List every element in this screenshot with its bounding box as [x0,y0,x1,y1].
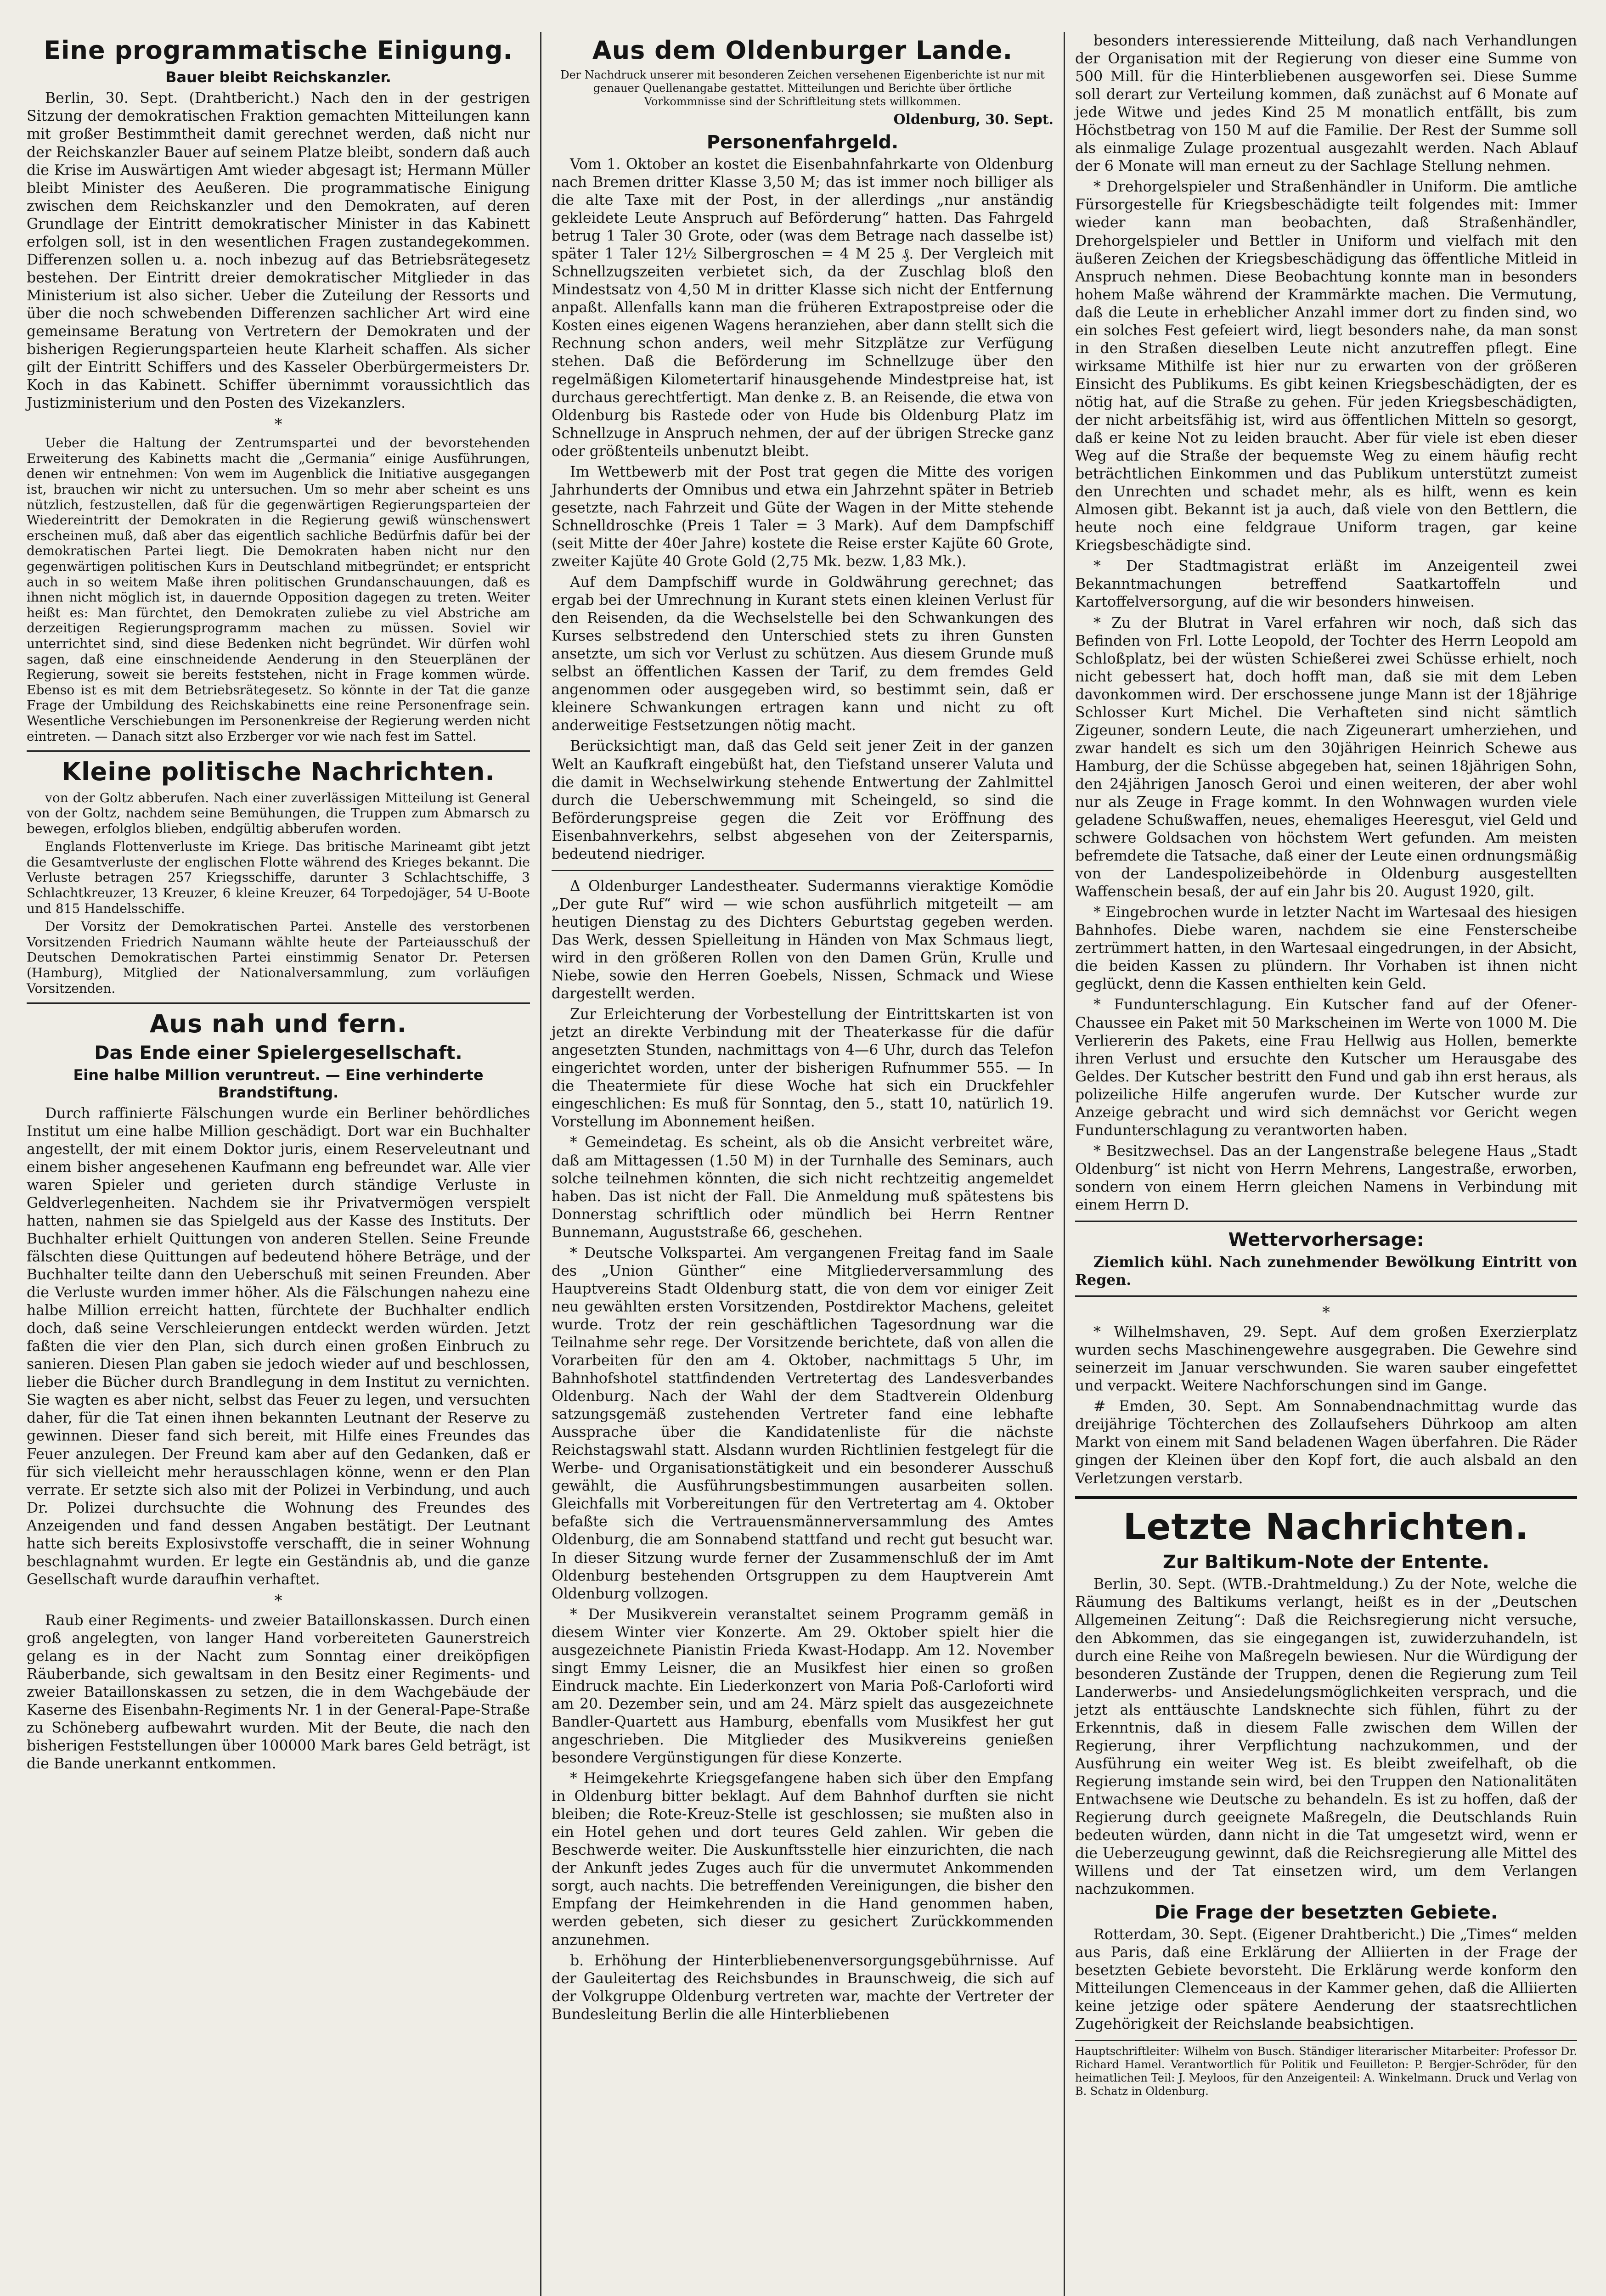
subhead-besetzte-gebiete: Die Frage der besetzten Gebiete. [1154,1902,1498,1924]
article-hinterbliebene: b. Erhöhung der Hinterbliebenenversorgungsgebührnisse. Auf der Gauleitertag des Reichsbundes in Braunschweig, die sich auf der Volkgruppe Oldenburg vertreten war, machte der Vertreter der Bundesleitung Berlin die alle Hinterbliebenen [552,1952,1054,2023]
article-fahrgeld-4: Berücksichtigt man, daß das Geld seit jener Zeit in der ganzen Welt an Kaufkraft eingebüßt hat, den Tiefstand unserer Valuta und die damit in Wechselwirkung stehende Entwertung der Zahlmittel durch die Ueberschwemmung mit Scheingeld, so sind die Beförderungspreise gegen die Zeit vor Eröffnung des Eisenbahnverkehrs, selbst abgesehen von der Zeitersparnis, bedeutend niedriger. [552,738,1054,862]
article-raub: Raub einer Regiments- und zweier Bataillonskassen. Durch einen groß angelegten, von langer Hand vorbereiteten Gaunerstreich gelang es in der Nacht zum Sonntag einer dreiköpfigen Räuberbande, sich gewaltsam in den Besitz einer Regiments- und zweier Bataillonskassen zu setzen, die in dem Wachgebäude der Kaserne des Eisenbahn-Regiments Nr. 1 in der General-Pape-Straße zu Schöneberg aufbewahrt wurden. Mit der Beute, die nach den bisherigen Feststellungen über 100000 Mark bares Geld beträgt, ist die Bande unerkannt entkommen. [27,1612,530,1773]
article-drehorgelspieler: * Drehorgelspieler und Straßenhändler in Uniform. Die amtliche Fürsorgestelle für Kriegsbeschädigte teilt folgendes mit: Immer wieder kann man beobachten, daß Straßenhändler, Drehorgelspieler und Bettler in Uniform und vielfach mit den äußeren Zeichen der Kriegsbeschädigung das öffentliche Mitleid in Anspruch nehmen. Diese Beobachtung konnte man in besonders hohem Maße während der Krammärkte machen. Die Vermutung, daß die Leute in erheblicher Anzahl immer dort zu finden sind, wo ein solches Fest gefeiert wird, liegt besonders nahe, da man sonst in den Straßen dieselben Leute nicht anzutreffen pflegt. Eine wirksame Mithilfe ist hier nur zu erwarten von der größeren Einsicht des Publikums. Es gibt keinen Kriegsbeschädigten, der es nötig hat, auf die Straße zu gehen. Für jeden Kriegsbeschädigten, der nicht arbeitsfähig ist, wird aus öffentlichen Mitteln so gesorgt, daß er keine Not zu leiden braucht. Aber für viele ist eben dieser Weg auf die Straße der bequemste Weg zu einem häufig recht beträchtlichen Einkommen und das Publikum unterstützt zumeist den Unrechten und schadet mehr, als es hilft, wenn es kein Almosen gibt. Bekannt ist ja auch, daß viele von den Bettlern, die heute noch eine feldgraue Uniform tragen, gar keine Kriegsbeschädigte sind. [1075,179,1577,554]
article-eintrittskarten: Zur Erleichterung der Vorbestellung der Eintrittskarten ist von jetzt an direkte Verbindung mit der Theaterkasse für die dafür angesetzten Stunden, nachmittags von 4—6 Uhr, durch das Telefon eingerichtet worden, unter der bisherigen Rufnummer 555. — In die Theatermiete für diese Woche hat sich ein Druckfehler eingeschlichen: Es muß für Sonntag, den 5., statt 10, natürlich 19. Vorstellung im Abonnement heißen. [552,1006,1054,1131]
headline-kleine-nachrichten: Kleine politische Nachrichten. [62,757,495,787]
column-middle [540,32,1064,2296]
divider [27,1002,530,1004]
subhead-million: Eine halbe Million veruntreut. — Eine verhinderte Brandstiftung. [73,1066,484,1101]
imprint-box [1075,2040,1577,2098]
reprint-note: Der Nachdruck unserer mit besonderen Zeichen versehenen Eigenberichte ist nur mit genauer Quellenangabe gestattet. Mitteilungen und Berichte über örtliche Vorkommnisse sind der Schriftleitung stets willkommen. [560,68,1045,108]
subhead-bauer: Bauer bleibt Reichskanzler. [165,68,391,86]
subhead-spielergesellschaft: Das Ende einer Spielergesellschaft. [94,1042,462,1064]
subhead-personenfahrgeld: Personenfahrgeld. [706,131,899,153]
article-einbruch: * Eingebrochen wurde in letzter Nacht im Wartesaal des hiesigen Bahnhofes. Diebe waren, nachdem sie eine Fensterscheibe zertrümmert hatten, in den Wartesaal eingedrungen, in der Absicht, die beiden Kassen zu plündern. Ihr Vorhaben ist ihnen nicht geglückt, denn die Kassen enthielten kein Geld. [1075,904,1577,993]
article-gemeindetag: * Gemeindetag. Es scheint, als ob die Ansicht verbreitet wäre, daß am Mittagessen (1.50 M) in der Turnhalle des Seminars, auch solche teilnehmen könnten, die sich nicht rechtzeitig angemeldet haben. Das ist nicht der Fall. Die Anmeldung muß spätestens bis Donnerstag schriftlich oder mündlich bei Herrn Rentner Bunnemann, Auguststraße 66, geschehen. [552,1134,1054,1241]
divider [552,870,1054,871]
article-fahrgeld-3: Auf dem Dampfschiff wurde in Goldwährung gerechnet; das ergab bei der Umrechnung in Kurant stets einen kleinen Verlust für den Reisenden, da die Wechselstelle bei den Schwankungen des Kurses selbstredend den Unterschied stets zu ihren Gunsten ansetzte, um sich vor Verlust zu schützen. Aus diesem Grunde muß selbst an öffentlichen Kassen der Tarif, zu dem fremdes Geld angenommen oder ausgegeben wird, so bestimmt sein, daß er kleinere Schwankungen ertragen kann und nicht zu oft anderweitige Festsetzungen nötig macht. [552,574,1054,734]
article-fahrgeld-2: Im Wettbewerb mit der Post trat gegen die Mitte des vorigen Jahrhunderts der Omnibus und etwa ein Jahrzehnt später in Betrieb gesetzte, nach Fahrzeit und Güte der Wagen in der Mitte stehende Schnelldroschke (Preis 1 Taler = 3 Mark). Auf dem Dampfschiff (seit Mitte der 40er Jahre) kostete die Reise erster Kajüte 60 Grote, zweiter Kajüte 40 Grote Gold (2,75 Mk. bezw. 1,83 Mk.). [552,463,1054,570]
column-left [17,32,540,2296]
article-fundunterschlagung: * Fundunterschlagung. Ein Kutscher fand auf der Ofener-Chaussee ein Paket mit 50 Markscheinen im Werte von 1000 M. Die Verliererin des Pakets, eine Frau Hellwig aus Hollen, bemerkte ihren Verlust und ersuchte den Kutscher um Herausgabe des Geldes. Der Kutscher bestritt den Fund und gab ihn erst heraus, als polizeiliche Hilfe angerufen wurde. Der Kutscher wurde zur Anzeige gebracht und wird sich demnächst vor Gericht wegen Fundunterschlagung zu verantworten haben. [1075,996,1577,1139]
article-hinterbliebene-continued: besonders interessierende Mitteilung, daß nach Verhandlungen der Organisation mit der Regierung von dieser eine Summe von 500 Mill. für die Hinterbliebenen ausgeworfen sei. Diese Summe soll derart zur Verteilung kommen, daß zunächst auf 6 Monate auf jede Witwe und jedes Kind 25 M monatlich entfällt, bis zum Höchstbetrag von 150 M auf die Familie. Der Rest der Summe soll als einmalige Zulage prozentual ausgezahlt werden. Nach Ablauf der 6 Monate will man erneut zu der Sachlage Stellung nehmen. [1075,33,1577,175]
weather-text: Ziemlich kühl. Nach zunehmender Bewölkung Eintritt von Regen. [1075,1254,1577,1289]
headline-einigung: Eine programmatische Einigung. [44,36,513,65]
article-stadtmagistrat: * Der Stadtmagistrat erläßt im Anzeigenteil zwei Bekanntmachungen betreffend Saatkartoffeln und Kartoffelversorgung, auf die wir besonders hinweisen. [1075,558,1577,611]
article-fahrgeld-1: Vom 1. Oktober an kostet die Eisenbahnfahrkarte von Oldenburg nach Bremen dritter Klasse 3,50 M; das ist immer noch billiger als die alte Taxe mit der Post, in der allerdings „nur anständig gekleidete Leute Anspruch auf Beförderung“ hatten. Das Fahrgeld betrug 1 Taler 30 Grote, oder (was dem Betrage nach dasselbe ist) später 1 Taler 12½ Silbergroschen = 4 M 25 ₰. Der Vergleich mit Schnellzugszeiten verbietet sich, da der Zuschlag bloß den Mindestsatz von 4,50 M in dritter Klasse sich nicht der Entfernung anpaßt. Allenfalls kann man die früheren Extrapostpreise oder die Kosten eines eigenen Wagens heranziehen, aber dann stellt sich die Rechnung schon anders, weil mehr Sitzplätze zur Verfügung stehen. Daß die Beförderung im Schnellzuge über den regelmäßigen Kilometertarif hinausgehende Mindestpreise hat, ist durchaus gerechtfertigt. Man denke z. B. an Reisende, die etwa von Oldenburg bis Rastede oder von Hude bis Oldenburg Platz im Schnellzuge in Anspruch nehmen, der auf der übrigen Strecke ganz oder größtenteils unbenutzt bleibt. [552,156,1054,460]
article-goltz: von der Goltz abberufen. Nach einer zuverlässigen Mitteilung ist General von der Goltz, nachdem seine Bemühungen, die Truppen zum Abmarsch zu bewegen, erfolglos blieben, endgültig abberufen worden. [27,790,530,836]
article-zentrum: Ueber die Haltung der Zentrumspartei und der bevorstehenden Erweiterung des Kabinetts macht die „Germania“ einige Ausführungen, denen wir entnehmen: Von wem im Augenblick die Initiative ausgegangen ist, brauchen wir nicht zu untersuchen. Um so mehr aber scheint es uns nützlich, festzustellen, daß für die gegenwärtigen Regierungsparteien der Wiedereintritt der Demokraten in die Regierung gewiß wünschenswert erscheinen muß, daß aber das eigentlich sachliche Bedürfnis dafür bei der demokratischen Partei liegt. Die Demokraten haben nicht nur den gegenwärtigen politischen Kurs in Deutschland mitbegründet; er entspricht auch in so weitem Maße ihren politischen Grundanschauungen, daß es ihnen nicht möglich ist, in dauernde Opposition dagegen zu treten. Weiter heißt es: Man fürchtet, den Demokraten zuliebe zu viel Abstriche am derzeitigen Regierungsprogramm machen zu müssen. Soviel wir unterrichtet sind, sind diese Bedenken nicht begründet. Wir dürfen wohl sagen, daß eine einschneidende Aenderung in den Steuerplänen der Regierung, soweit sie bereits feststehen, nicht in Frage kommen würde. Ebenso ist es mit dem Betriebsrätegesetz. So könnte in der Tat die ganze Frage der Umbildung des Reichskabinetts eine reine Personenfrage sein. Wesentliche Verschiebungen im Personenkreise der Regierung werden nicht eintreten. — Danach sitzt also Erzberger vor wie nach fest im Sattel. [27,435,530,744]
article-varel: * Zu der Blutrat in Varel erfahren wir noch, daß sich das Befinden von Frl. Lotte Leopold, der Tochter des Herrn Leopold am Schloßplatz, bei der wüsten Schießerei zwei Schüsse erhielt, noch nicht gebessert hat, doch hofft man, daß sie mit dem Leben davonkommen wird. Der erschossene junge Mann ist der 18jährige Schlosser Kurt Michel. Die Verhafteten sind nicht sämtlich Zigeuner, sondern Leute, die nach Zigeunerart umherziehen, und zwar handelt es sich um den 30jährigen Heinrich Schewe aus Hamburg, der die Schüsse abgegeben hat, seinen 18jährigen Sohn, den 24jährigen Janosch Geroi und einen weiteren, der aber wohl nur als Zeuge in Frage kommt. In den Wohnwagen wurden viele geladene Schußwaffen, neues, ehemaliges Heeresgut, viel Geld und schwere Goldsachen von höchstem Wert gefunden. Am meisten befremdete die Tatsache, daß einer der Leute einen ordnungsmäßig von der Landespolizeibehörde in Oldenburg ausgestellten Waffenschein besaß, der auf ein Jahr bis 20. August 1920, gilt. [1075,614,1577,900]
article-besitzwechsel: * Besitzwechsel. Das an der Langenstraße belegene Haus „Stadt Oldenburg“ ist nicht von Herrn Mehrens, Langestraße, erworben, sondern von einem Herrn gleichen Namens in Verbindung mit einem Herrn D. [1075,1142,1577,1213]
article-wilhelmshaven: * Wilhelmshaven, 29. Sept. Auf dem großen Exerzierplatz wurden sechs Maschinengewehre ausgegraben. Die Gewehre sind seinerzeit im Januar verschwunden. Sie waren sauber eingefettet und verpackt. Weitere Nachforschungen sind im Gange. [1075,1324,1577,1395]
article-musikverein: * Der Musikverein veranstaltet seinem Programm gemäß in diesem Winter vier Konzerte. Am 29. Oktober spielt hier die ausgezeichnete Pianistin Frieda Kwast-Hodapp. Am 12. November singt Emmy Leisner, die an Musikfest hier einen so großen Eindruck machte. Ein Liederkonzert von Maria Poß-Carloforti wird am 20. Dezember sein, und am 24. März spielt das ausgezeichnete Bandler-Quartett aus Hamburg, ebenfalls vom Musikfest her gut angeschrieben. Die Mitglieder des Musikvereins genießen besondere Vergünstigungen für diese Konzerte. [552,1606,1054,1767]
divider [27,750,530,752]
article-berlin-einigung: Berlin, 30. Sept. (Drahtbericht.) Nach den in der gestrigen Sitzung der demokratischen Fraktion gemachten Mitteilungen kann mit großer Bestimmtheit damit gerechnet werden, daß nicht nur der Reichskanzler Bauer auf seinem Platze bleibt, sondern daß auch die Krise im Auswärtigen Amt wieder abgesagt ist; Hermann Müller bleibt Minister des Aeußeren. Die programmatische Einigung zwischen dem Reichskanzler und den Demokraten, auf deren Grundlage der Eintritt demokratischer Minister in das Kabinett erfolgen soll, ist in den wesentlichen Fragen zustandegekommen. Differenzen sollen u. a. noch inbezug auf das Betriebsrätegesetz bestehen. Der Eintritt dreier demokratischer Mitglieder in das Ministerium ist also sicher. Ueber die Zuteilung der Ressorts und über die noch schwebenden Differenzen sachlicher Art wird eine gemeinsame Beratung von Vertretern der Demokraten und der bisherigen Regierungsparteien heute Klarheit schaffen. Als sicher gilt der Eintritt Schiffers und des Kasseler Oberbürgermeisters Dr. Koch in das Kabinett. Schiffer übernimmt voraussichtlich das Justizministerium und den Posten des Vizekanzlers. [27,90,530,412]
article-flottenverluste: Englands Flottenverluste im Kriege. Das britische Marineamt gibt jetzt die Gesamtverluste der englischen Flotte während des Krieges bekannt. Die Verluste betragen 257 Kriegsschiffe, darunter 3 Schlachtschiffe, 3 Schlachtkreuzer, 13 Kreuzer, 6 kleine Kreuzer, 64 Torpedojäger, 54 U-Boote und 815 Handelsschiffe. [27,839,530,916]
column-right [1064,32,1587,2296]
ornament-asterisk: * [274,1591,282,1610]
article-faelschung: Durch raffinierte Fälschungen wurde ein Berliner behördliches Institut um eine halbe Million geschädigt. Dort war ein Buchhalter angestellt, der mit einem Doktor juris, einem Reserveleutnant und einem bisher angesehenen Kaufmann eng befreundet war. Alle vier waren Spieler und gerieten durch ständige Verluste in Geldverlegenheiten. Nachdem sie ihr Privatvermögen verspielt hatten, nahmen sie das Spielgeld aus der Kasse des Instituts. Der Buchhalter erhielt Quittungen von anderen Stellen. Seine Freunde fälschten diese Quittungen auf bedeutend höhere Beträge, und der Buchhalter teilte dann den Ueberschuß mit seinen Freunden. Aber die Verluste wurden immer höher. Als die Fälschungen nahezu eine halbe Million erreicht hatten, fürchtete der Buchhalter endlich doch, daß seine Verschleierungen entdeckt werden würden. Jetzt faßten die vier den Plan, sich durch einen großen Einbruch zu sanieren. Diesen Plan gaben sie jedoch wieder auf und beschlossen, lieber die Bücher durch Brandlegung in dem Institut zu vernichten. Sie wagten es aber nicht, selbst das Feuer zu legen, und versuchten daher, für die Tat einen ihnen bekannten Leutnant der Reserve zu gewinnen. Dieser fand sich bereit, mit Hilfe eines Freundes das Feuer anzulegen. Der Freund kam aber auf den Gedanken, daß er für sich vielleicht mehr herausschlagen könne, wenn er den Plan verrate. Er setzte sich also mit der Polizei in Verbindung, und auch Dr. Polizei durchsuchte die Wohnung des Freundes des Anzeigenden und fand dessen Angaben bestätigt. Der Leutnant hatte sich bereits Explosivstoffe verschafft, die in seiner Wohnung beschlagnahmt wurden. Er legte ein Geständnis ab, und die ganze Gesellschaft wurde daraufhin verhaftet. [27,1105,530,1588]
dateline-oldenburg: Oldenburg, 30. Sept. [893,111,1054,128]
article-rotterdam: Rotterdam, 30. Sept. (Eigener Drahtbericht.) Die „Times“ melden aus Paris, daß eine Erklärung der Alliierten in der Frage der besetzten Gebiete bevorsteht. Die Erklärung werde konform den Mitteilungen Clemenceaus in der Kammer gehen, daß die Alliierten keine jetzige oder spätere Aenderung der staatsrechtlichen Zugehörigkeit der Reichslande beabsichtigen. [1075,1926,1577,2033]
headline-letzte-nachrichten: Letzte Nachrichten. [1123,1506,1529,1548]
article-vorsitz: Der Vorsitz der Demokratischen Partei. Anstelle des verstorbenen Vorsitzenden Friedrich Naumann wählte heute der Parteiausschuß der Deutschen Demokratischen Partei einstimmig Senator Dr. Petersen (Hamburg), Mitglied der Nationalversammlung, zum vorläufigen Vorsitzenden. [27,919,530,996]
ornament-asterisk: * [1322,1303,1330,1322]
article-kriegsgefangene: * Heimgekehrte Kriegsgefangene haben sich über den Empfang in Oldenburg bitter beklagt. Auf dem Bahnhof durften sie nicht bleiben; die Rote-Kreuz-Stelle ist geschlossen; sie mußten also in ein Hotel gehen und dort teures Geld zahlen. Wir geben die Beschwerde weiter. Die Auskunftsstelle hier einzurichten, die nach der Ankunft jedes Zuges auch für die unvermutet Ankommenden sorgt, auch nachts. Die betreffenden Vereinigungen, die bisher den Empfang der Heimkehrenden in die Hand genommen haben, werden gebeten, sich dieser zu gesichert Zurückkommenden anzunehmen. [552,1770,1054,1948]
imprint-text: Hauptschriftleiter: Wilhelm von Busch. Ständiger literarischer Mitarbeiter: Professor Dr. Richard Hamel. Verantwortlich für Politik und Feuilleton: P. Bergjer-Schröder, für den heimatlichen Teil: J. Meyloos, für den Anzeigenteil: A. Winkelmann. Druck und Verlag von B. Schatz in Oldenburg. [1075,2045,1577,2098]
headline-wettervorhersage: Wettervorhersage: [1228,1229,1424,1251]
headline-oldenburger-lande: Aus dem Oldenburger Lande. [592,36,1013,65]
weather-box [1075,1221,1577,1297]
subhead-baltikum: Zur Baltikum-Note der Entente. [1162,1552,1490,1573]
article-emden: # Emden, 30. Sept. Am Sonnabendnachmittag wurde das dreijährige Töchterchen des Zollaufsehers Dührkoop am alten Markt von einem mit Sand beladenen Wagen überfahren. Die Räder gingen der Kleinen über den Kopf fort, die auch alsbald an den Verletzungen verstarb. [1075,1398,1577,1487]
article-landestheater: Δ Oldenburger Landestheater. Sudermanns vieraktige Komödie „Der gute Ruf“ wird — wie schon ausführlich mitgeteilt — am heutigen Dienstag zu des Dichters Geburtstag gegeben werden. Das Werk, dessen Spielleitung in Händen von Max Schmaus liegt, wird in den größeren Rollen von den Damen Grün, Krulle und Niebe, sowie den Herren Goebels, Nissen, Schmack und Wiese dargestellt werden. [552,878,1054,1002]
article-volkspartei: * Deutsche Volkspartei. Am vergangenen Freitag fand im Saale des „Union Günther“ eine Mitgliederversammlung des Hauptvereins Stadt Oldenburg statt, die von dem vor einiger Zeit neu gewählten ersten Vorsitzenden, Postdirektor Machens, geleitet wurde. Trotz der rein geschäftlichen Tagesordnung war die Teilnahme sehr rege. Der Vorsitzende berichtete, daß von allen die Vorarbeiten für den am 4. Oktober, nachmittags 5 Uhr, im Bahnhofshotel stattfindenden Vertretertag des Landesverbandes Oldenburg. Nach der Wahl der dem Stadtverein Oldenburg satzungsgemäß zustehenden Vertreter fand eine lebhafte Aussprache über die Kandidatenliste für die nächste Reichstagswahl statt. Alsdann wurden Richtlinien festgelegt für die Werbe- und Organisationstätigkeit und ein besonderer Ausschuß gewählt, die Ausführungsbestimmungen ausarbeiten sollen. Gleichfalls mit Vorbereitungen für den Vertretertag am 4. Oktober befaßte sich die Vertrauensmännerversammlung des Amtes Oldenburg, die am Sonnabend stattfand und recht gut besucht war. In dieser Sitzung wurde ferner der Zusammenschluß der im Amt Oldenburg bestehenden Ortsgruppen zu dem Hauptverein Amt Oldenburg vollzogen. [552,1244,1054,1602]
ornament-asterisk: * [274,415,282,434]
headline-nah-und-fern: Aus nah und fern. [149,1009,407,1039]
divider-thick [1075,1496,1577,1499]
article-baltikum: Berlin, 30. Sept. (WTB.-Drahtmeldung.) Zu der Note, welche die Räumung des Baltikums verlangt, heißt es in der „Deutschen Allgemeinen Zeitung“: Daß die Reichsregierung nicht versuche, den Abkommen, das sie eingegangen ist, zuwiderzuhandeln, ist durch eine Reihe von Maßregeln bewiesen. Nur die Würdigung der besonderen Zustände der Truppen, denen die Regierung zum Teil Landerwerbs- und Ansiedelungsmöglichkeiten versprach, und die jetzt als enttäuschte Landsknechte sich fühlen, führt zu der Erkenntnis, daß in diesem Falle zwischen dem Willen der Regierung, ihrer Verpflichtung nachzukommen, und der Ausführung ein weiter Weg ist. Es bleibt zweifelhaft, ob die Regierung imstande sein wird, bei den Truppen den Nationalitäten Entwachsene wie Deutsche zu behandeln. Es ist zu hoffen, daß der Regierung durch geeignete Maßregeln, die Deutschlands Ruin bedeuten würden, dann nicht in die Tat umgesetzt wird, wenn er die Ueberzeugung gewinnt, daß die Reichsregierung alle Mittel des Willens und der Tat einsetzen wird, um dem Verlangen nachzukommen. [1075,1576,1577,1898]
